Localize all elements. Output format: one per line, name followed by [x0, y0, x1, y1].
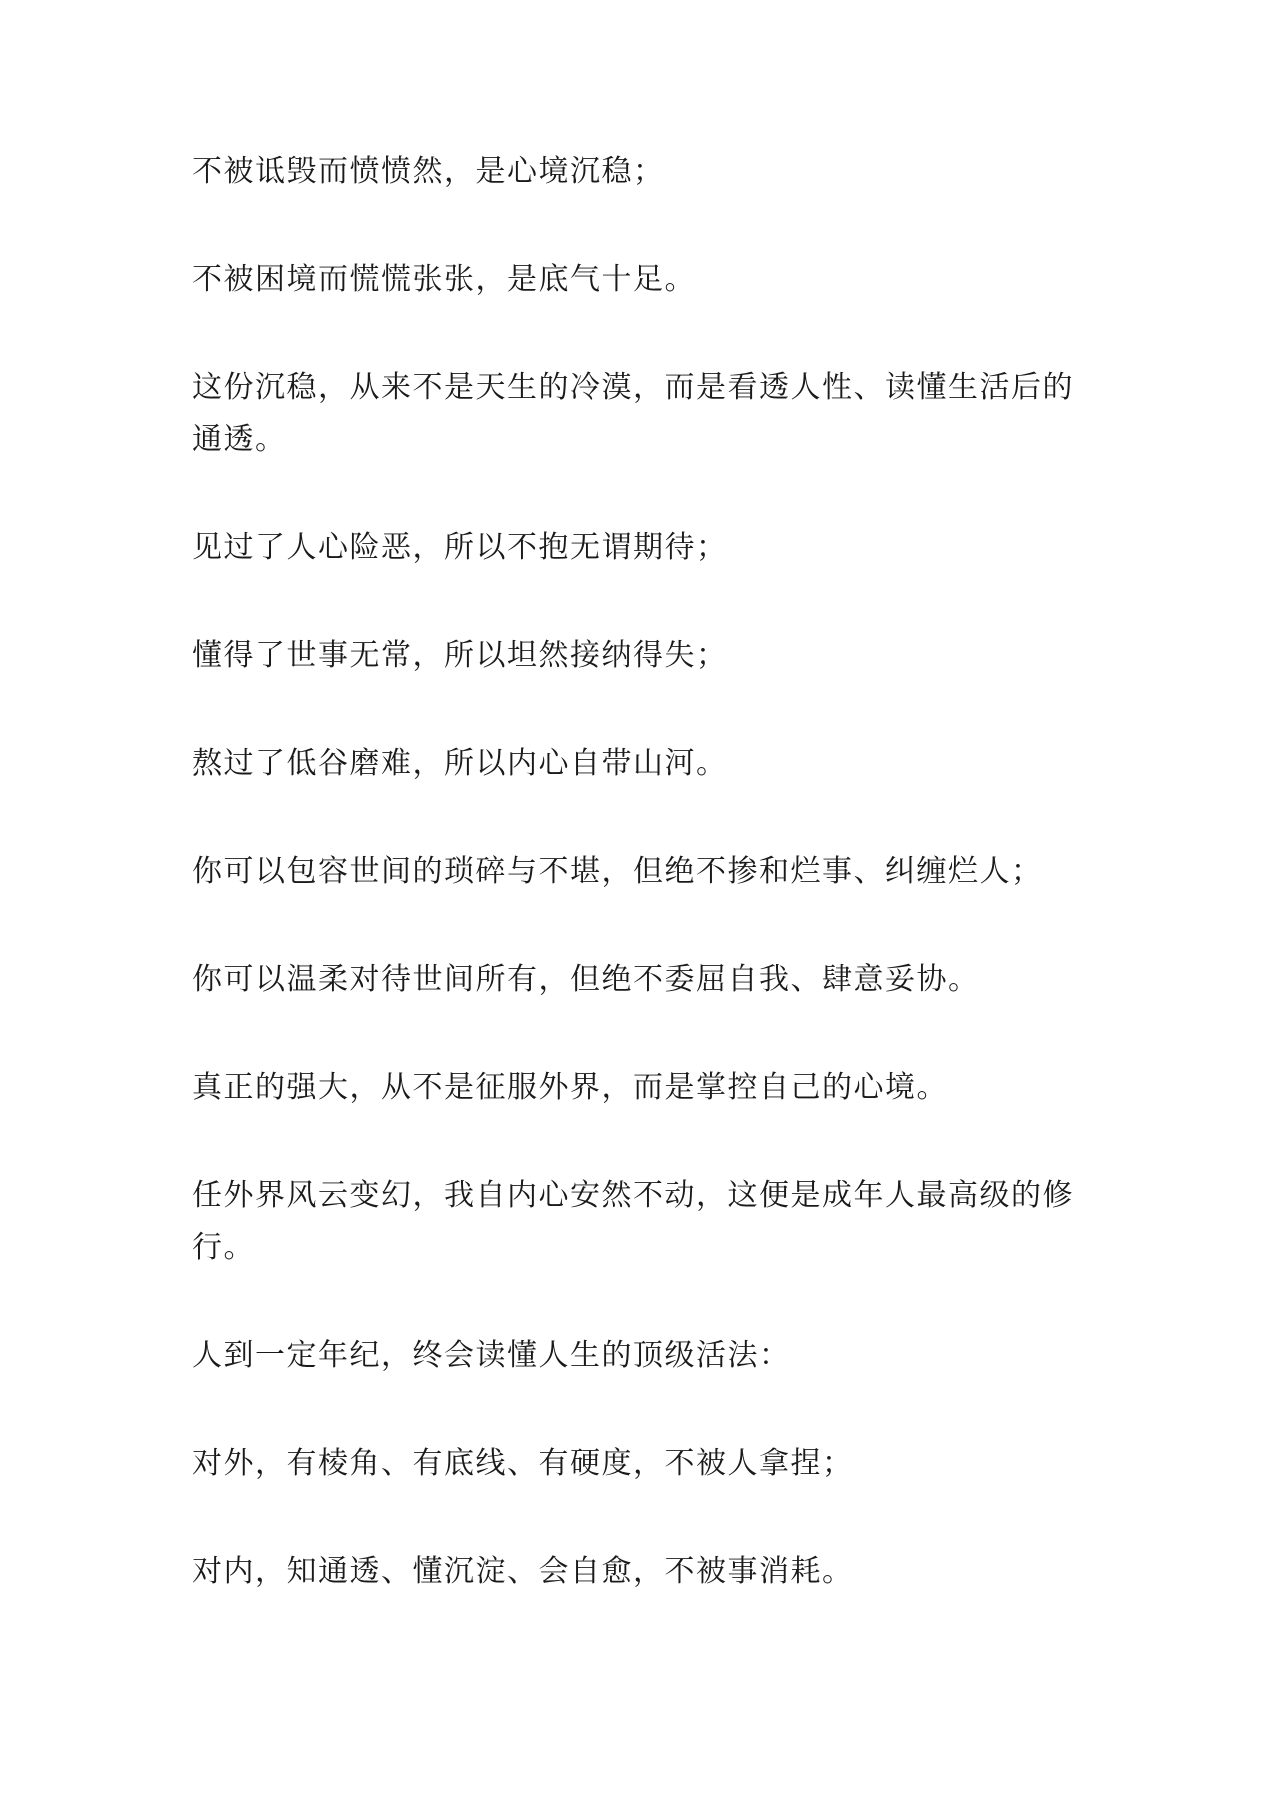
paragraph: 这份沉稳，从来不是天生的冷漠，而是看透人性、读懂生活后的通透。: [192, 370, 1074, 457]
paragraph: 不被困境而慌慌张张，是底气十足。: [192, 262, 696, 297]
paragraph: 你可以温柔对待世间所有，但绝不委屈自我、肆意妥协。: [192, 962, 980, 997]
paragraph: 不被诋毁而愤愤然，是心境沉稳；: [192, 154, 665, 189]
paragraph: 见过了人心险恶，所以不抱无谓期待；: [192, 530, 728, 565]
paragraph: 对内，知通透、懂沉淀、会自愈，不被事消耗。: [192, 1554, 854, 1589]
paragraph: 熬过了低谷磨难，所以内心自带山河。: [192, 746, 728, 781]
paragraph: 你可以包容世间的琐碎与不堪，但绝不掺和烂事、纠缠烂人；: [192, 854, 1043, 889]
paragraph: 对外，有棱角、有底线、有硬度，不被人拿捏；: [192, 1446, 854, 1481]
document-body: [192, 146, 1092, 1654]
paragraph: 懂得了世事无常，所以坦然接纳得失；: [192, 638, 728, 673]
paragraph: 人到一定年纪，终会读懂人生的顶级活法：: [192, 1338, 791, 1373]
paragraph: 任外界风云变幻，我自内心安然不动，这便是成年人最高级的修行。: [192, 1178, 1074, 1265]
paragraph: 真正的强大，从不是征服外界，而是掌控自己的心境。: [192, 1070, 948, 1105]
